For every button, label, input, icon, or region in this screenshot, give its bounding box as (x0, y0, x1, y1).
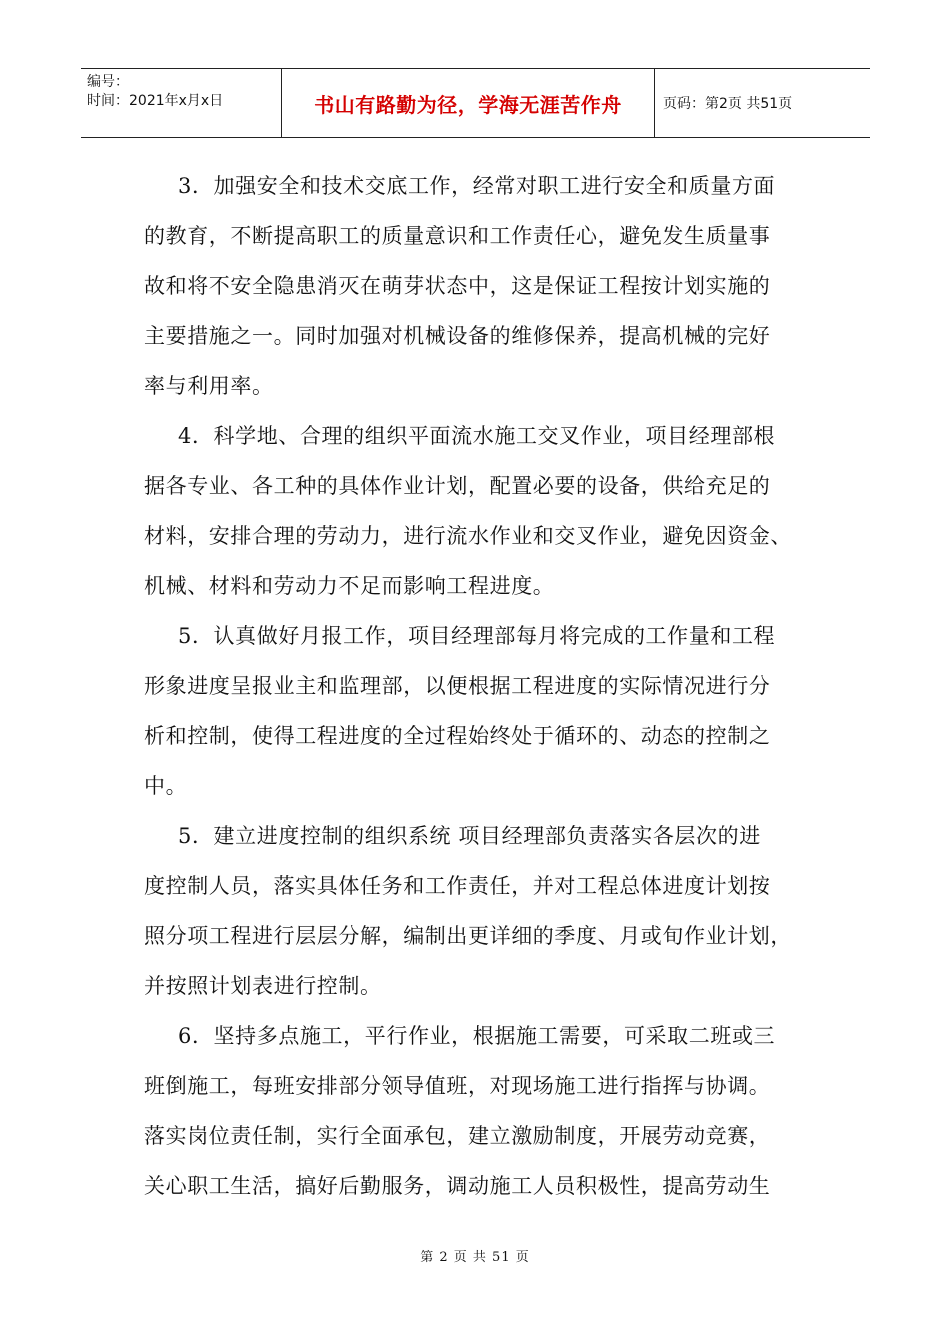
paragraph-line: 机械、材料和劳动力不足而影响工程进度。 (144, 574, 555, 598)
paragraph-line: 照分项工程进行层层分解，编制出更详细的季度、月或旬作业计划， (144, 924, 792, 948)
header-motto: 书山有路勤为径，学海无涯苦作舟 (282, 69, 655, 137)
paragraph-line: 3．加强安全和技术交底工作，经常对职工进行安全和质量方面 (178, 174, 776, 198)
paragraph-line: 据各专业、各工种的具体作业计划，配置必要的设备，供给充足的 (144, 474, 771, 498)
paragraph-line: 度控制人员，落实具体任务和工作责任，并对工程总体进度计划按 (144, 874, 771, 898)
paragraph-line: 5．认真做好月报工作，项目经理部每月将完成的工作量和工程 (178, 624, 776, 648)
paragraph-line: 材料，安排合理的劳动力，进行流水作业和交叉作业，避免因资金、 (144, 524, 792, 548)
page-footer: 第 2 页 共 51 页 (420, 1250, 530, 1265)
paragraph-line: 5．建立进度控制的组织系统 项目经理部负责落实各层次的进 (178, 824, 761, 848)
paragraph-line: 的教育，不断提高职工的质量意识和工作责任心，避免发生质量事 (144, 224, 771, 248)
time-label: 时间：2021年x月x日 (87, 93, 224, 109)
paragraph-line: 率与利用率。 (144, 374, 274, 398)
paragraph-line: 6．坚持多点施工，平行作业，根据施工需要，可采取二班或三 (178, 1024, 776, 1048)
number-label: 编号： (87, 74, 129, 90)
paragraph-line: 落实岗位责任制，实行全面承包，建立激励制度，开展劳动竞赛， (144, 1124, 771, 1148)
paragraph-line: 关心职工生活，搞好后勤服务，调动施工人员积极性，提高劳动生 (144, 1174, 771, 1198)
paragraph-line: 并按照计划表进行控制。 (144, 974, 382, 998)
paragraph-line: 主要措施之一。同时加强对机械设备的维修保养，提高机械的完好 (144, 324, 771, 348)
body-text (144, 168, 824, 1218)
paragraph-line: 班倒施工，每班安排部分领导值班，对现场施工进行指挥与协调。 (144, 1074, 771, 1098)
page-header (81, 68, 870, 138)
paragraph-line: 中。 (144, 774, 188, 798)
paragraph-line: 故和将不安全隐患消灭在萌芽状态中，这是保证工程按计划实施的 (144, 274, 771, 298)
header-meta (81, 69, 282, 137)
paragraph-line: 析和控制，使得工程进度的全过程始终处于循环的、动态的控制之 (144, 724, 771, 748)
paragraph-line: 形象进度呈报业主和监理部，以便根据工程进度的实际情况进行分 (144, 674, 771, 698)
header-page-info: 页码：第2页 共51页 (663, 96, 793, 112)
paragraph-line: 4．科学地、合理的组织平面流水施工交叉作业，项目经理部根 (178, 424, 776, 448)
